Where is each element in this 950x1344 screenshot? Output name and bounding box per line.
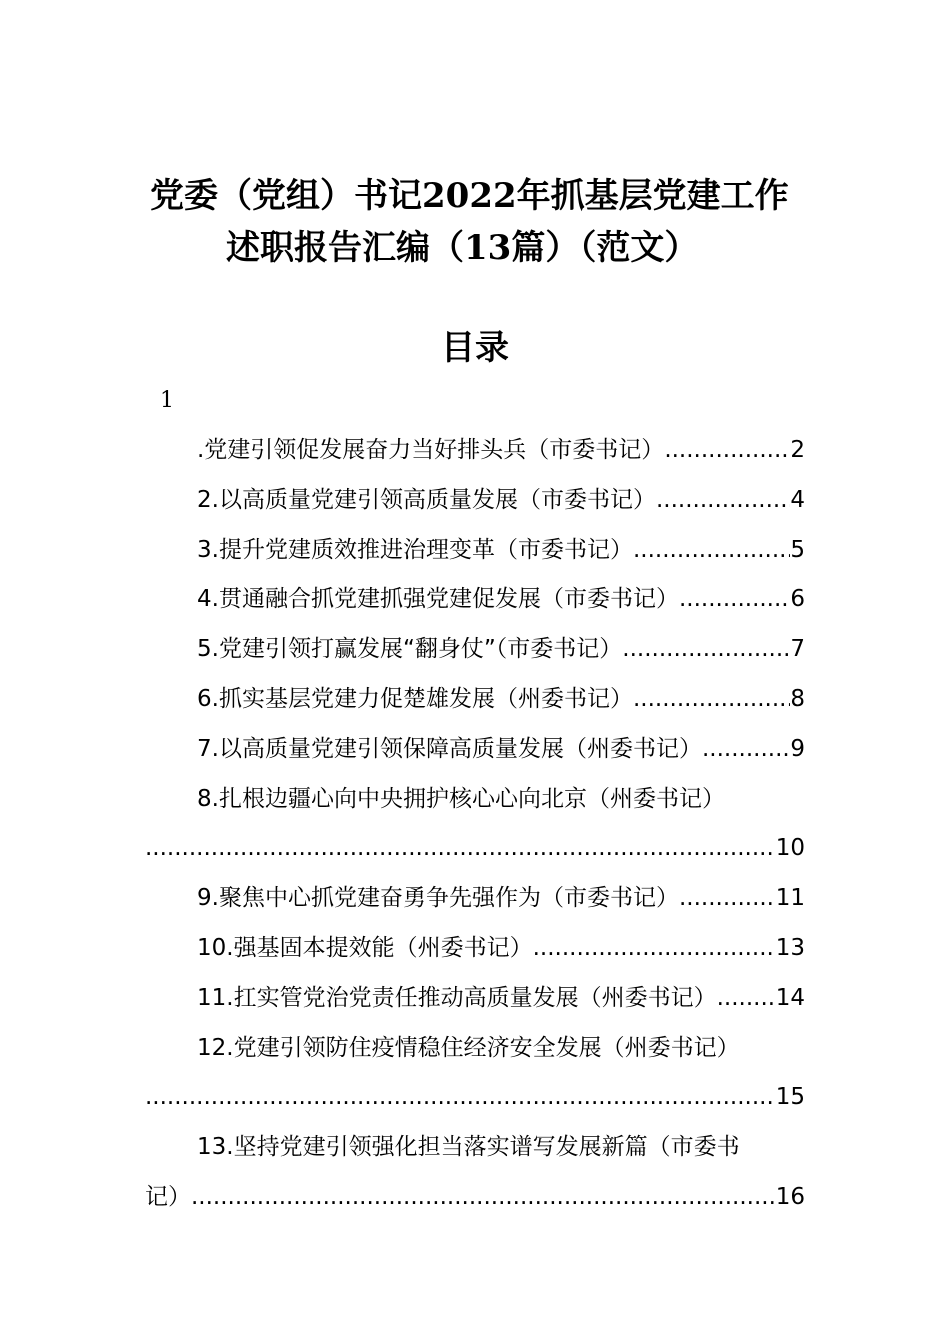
toc-leader-dots — [533, 924, 776, 974]
toc-entry-line — [145, 426, 805, 476]
toc-entry-title: 8.扎根边疆心向中央拥护核心心向北京（州委书记） — [197, 785, 725, 812]
toc-heading: 目录 — [441, 328, 509, 368]
toc-page-number: 7 — [790, 636, 805, 663]
toc-page-number: 13 — [775, 934, 805, 961]
toc-entry[interactable] — [145, 1024, 805, 1124]
toc-leader-dots — [145, 1073, 776, 1123]
toc-page-number: 11 — [775, 885, 805, 912]
toc-leader-dots — [633, 526, 790, 576]
toc-page-number: 14 — [775, 984, 805, 1011]
toc-entry-line — [145, 775, 805, 825]
toc-entry-line — [145, 874, 805, 924]
toc-entry-line — [145, 725, 805, 775]
toc-entry-title: 记） — [145, 1183, 191, 1210]
toc-entry[interactable] — [145, 526, 805, 576]
toc-entry[interactable] — [145, 476, 805, 526]
toc-entry[interactable] — [145, 725, 805, 775]
toc-entry-title: 6.抓实基层党建力促楚雄发展（州委书记） — [197, 685, 633, 712]
toc-entry[interactable] — [145, 625, 805, 675]
toc-page-number: 4 — [790, 486, 805, 513]
toc-entry-title: 12.党建引领防住疫情稳住经济安全发展（州委书记） — [197, 1034, 740, 1061]
toc-entry-title: 7.以高质量党建引领保障高质量发展（州委书记） — [197, 735, 702, 762]
toc-entry-line — [145, 824, 805, 874]
toc-leader-dots — [664, 426, 790, 476]
toc-entry-line — [145, 575, 805, 625]
toc-entry-title: 3.提升党建质效推进治理变革（市委书记） — [197, 536, 633, 563]
toc-page-number: 16 — [775, 1183, 805, 1210]
toc-entry-line — [145, 1024, 805, 1074]
toc-entry-line — [145, 675, 805, 725]
toc-leader-dots — [679, 575, 790, 625]
toc-entry-title: .党建引领促发展奋力当好排头兵（市委书记） — [197, 437, 665, 463]
toc-entry-title: 10.强基固本提效能（州委书记） — [197, 934, 533, 961]
toc-leader-dots — [717, 974, 776, 1024]
toc-page-number: 5 — [790, 536, 805, 563]
toc-entry[interactable] — [145, 675, 805, 725]
toc-entry-line — [145, 1173, 805, 1223]
table-of-contents — [145, 426, 805, 1223]
toc-page-number: 15 — [775, 1084, 805, 1111]
toc-page-number: 6 — [790, 586, 805, 613]
toc-entry-title: 11.扛实管党治党责任推动高质量发展（州委书记） — [197, 984, 717, 1011]
toc-page-number: 9 — [790, 735, 805, 762]
toc-entry[interactable] — [145, 924, 805, 974]
toc-entry-line — [145, 625, 805, 675]
toc-leader-dots — [656, 476, 790, 526]
toc-page-number: 2 — [790, 437, 805, 463]
toc-entry[interactable] — [145, 426, 805, 476]
document-title-line-2: 述职报告汇编（13篇）（范文） — [226, 228, 699, 268]
toc-leader-dots — [145, 824, 776, 874]
document-title-line-1: 党委（党组）书记2022年抓基层党建工作 — [150, 176, 789, 216]
toc-entry-title: 5.党建引领打赢发展“翻身仗”（市委书记） — [197, 636, 623, 663]
toc-entry[interactable] — [145, 775, 805, 875]
toc-entry[interactable] — [145, 575, 805, 625]
toc-leader-dots — [191, 1173, 776, 1223]
page-marker: 1 — [160, 388, 174, 413]
toc-page-number: 10 — [775, 835, 805, 862]
toc-entry[interactable] — [145, 1123, 805, 1223]
toc-leader-dots — [679, 874, 776, 924]
toc-leader-dots — [702, 725, 790, 775]
toc-entry[interactable] — [145, 974, 805, 1024]
toc-entry-title: 4.贯通融合抓党建抓强党建促发展（市委书记） — [197, 586, 679, 613]
toc-entry-line — [145, 1073, 805, 1123]
toc-entry-line — [145, 476, 805, 526]
toc-entry-line — [145, 924, 805, 974]
toc-entry-line — [145, 526, 805, 576]
toc-entry-title: 13.坚持党建引领强化担当落实谱写发展新篇（市委书 — [197, 1134, 740, 1161]
toc-entry-line — [145, 1123, 805, 1173]
toc-entry-title: 2.以高质量党建引领高质量发展（市委书记） — [197, 486, 656, 513]
toc-entry-line — [145, 974, 805, 1024]
toc-leader-dots — [622, 625, 790, 675]
toc-page-number: 8 — [790, 685, 805, 712]
toc-entry-title: 9.聚焦中心抓党建奋勇争先强作为（市委书记） — [197, 885, 679, 912]
toc-leader-dots — [633, 675, 790, 725]
toc-entry[interactable] — [145, 874, 805, 924]
